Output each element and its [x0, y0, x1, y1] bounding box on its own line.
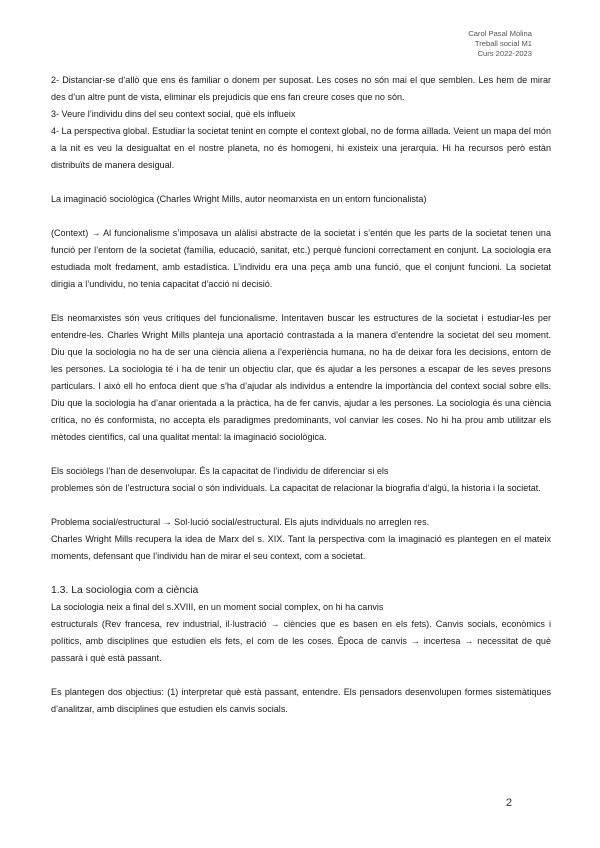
page-number: 2 [506, 797, 513, 809]
section-title-sociological-imagination: La imaginació sociològica (Charles Wright Mills, autor neomarxista en un entorn funcionalista) [51, 194, 427, 204]
header-author: Carol Pasal Molina [468, 29, 532, 38]
paragraph-mills-marx: Charles Wright Mills recupera la idea de Marx del s. XIX. Tant la perspectiva com la imaginació es plantegen en el mateix moments, defensant que l’individu han de mirar el seu context, com a societat. [51, 534, 551, 561]
paragraph-social-problem: Problema social/estructural → Sol·lució social/estructural. Els ajuts individuals no arreglen res. [51, 517, 430, 527]
page-header [468, 29, 532, 59]
paragraph-origin-line1: La sociologia neix a final del s.XVIII, en un moment social complex, on hi ha canvis [51, 602, 384, 612]
document-body [51, 72, 551, 718]
paragraph-origin-line2: estructurals (Rev francesa, rev industrial, il·lustració → ciències que es basen en els fets). Canvis socials, econòmics i polítics, amb disciplines que estudien els fets, el com de les coses. Època de canvis → incertesa → necessitat de què passarà i què està passant. [51, 619, 551, 663]
header-year: Curs 2022-2023 [477, 49, 532, 58]
paragraph-objectives: Es plantegen dos objectius: (1) interpretar què està passant, entendre. Els pensadors desenvolupen formes sistemàtiques d’analitzar, amb disciplines que estudien els canvis socials. [51, 687, 551, 714]
paragraph-distance: 2- Distanciar-se d’allò que ens és familiar o donem per suposat. Les coses no són mai el que semblen. Les hem de mirar des d’un altre punt de vista, eliminar els prejudicis que ens fan creure coses que no són. [51, 75, 551, 102]
paragraph-global-perspective: 4- La perspectiva global. Estudiar la societat tenint en compte el context global, no de forma aïllada. Veient un mapa del món a la nit es veu la desigualtat en el nostre planeta, no és homogeni, hi existeix una jerarquia. Hi ha recursos però estàn distribuïts de manera desigual. [51, 126, 551, 170]
paragraph-sociologists-line1: Els sociòlegs l’han de desenvolupar. És la capacitat de l’individu de diferenciar si els [51, 466, 389, 476]
paragraph-context: 3- Veure l’individu dins del seu context social, què els influeix [51, 109, 296, 119]
section-heading-sociology-science: 1.3. La sociologia com a ciència [51, 585, 199, 596]
header-course: Treball social M1 [474, 39, 532, 48]
paragraph-functionalism: (Context) → Al funcionalisme s’imposava un alàlisi abstracte de la societat i s’entén que les parts de la societat tenen una funció per l’entorn de la societat (família, educació, sanitat, etc.) perquè funcioni correctament en conjunt. La sociologia era estudiada molt fredament, amb estadística. L’individu era una peça amb una funció, que el conjunt funcioni. La societat dirigia a l’undividu, no tenia capacitat d’acció ni decisió. [51, 228, 551, 289]
paragraph-sociologists-line2: problemes són de l’estructura social o són individuals. La capacitat de relacionar la biografia d’algú, la historia i la societat. [51, 483, 541, 493]
paragraph-neomarxists: Els neomarxistes són veus crítiques del funcionalisme. Intentaven buscar les estructures de la societat i estudiar-les per entendre-les. Charles Wright Mills planteja una aportació contrastada a la manera d’entendre la societat del seu moment. Diu que la sociologia no ha de ser una ciència aliena a l’experiència humana, no ha de deixar fora les decisions, entorn de les persones. La sociologia té i ha de tenir un objectiu clar, que és ajudar a les persones a escapar de les seves presons particulars. I això ell ho enfoca dient que s’ha d’ajudar als individus a entendre la importància del context social sobre ells. Diu que la sociologia ha d’anar orientada a la pràctica, ha de fer canvis, ajudar a les persones. La sociologia és una ciència crítica, no és conformista, no accepta els paradigmes predominants, vol canviar les coses. No hi ha prou amb utilitzar els mètodes científics, cal una qualitat mental: la imaginació sociològica. [51, 313, 551, 442]
